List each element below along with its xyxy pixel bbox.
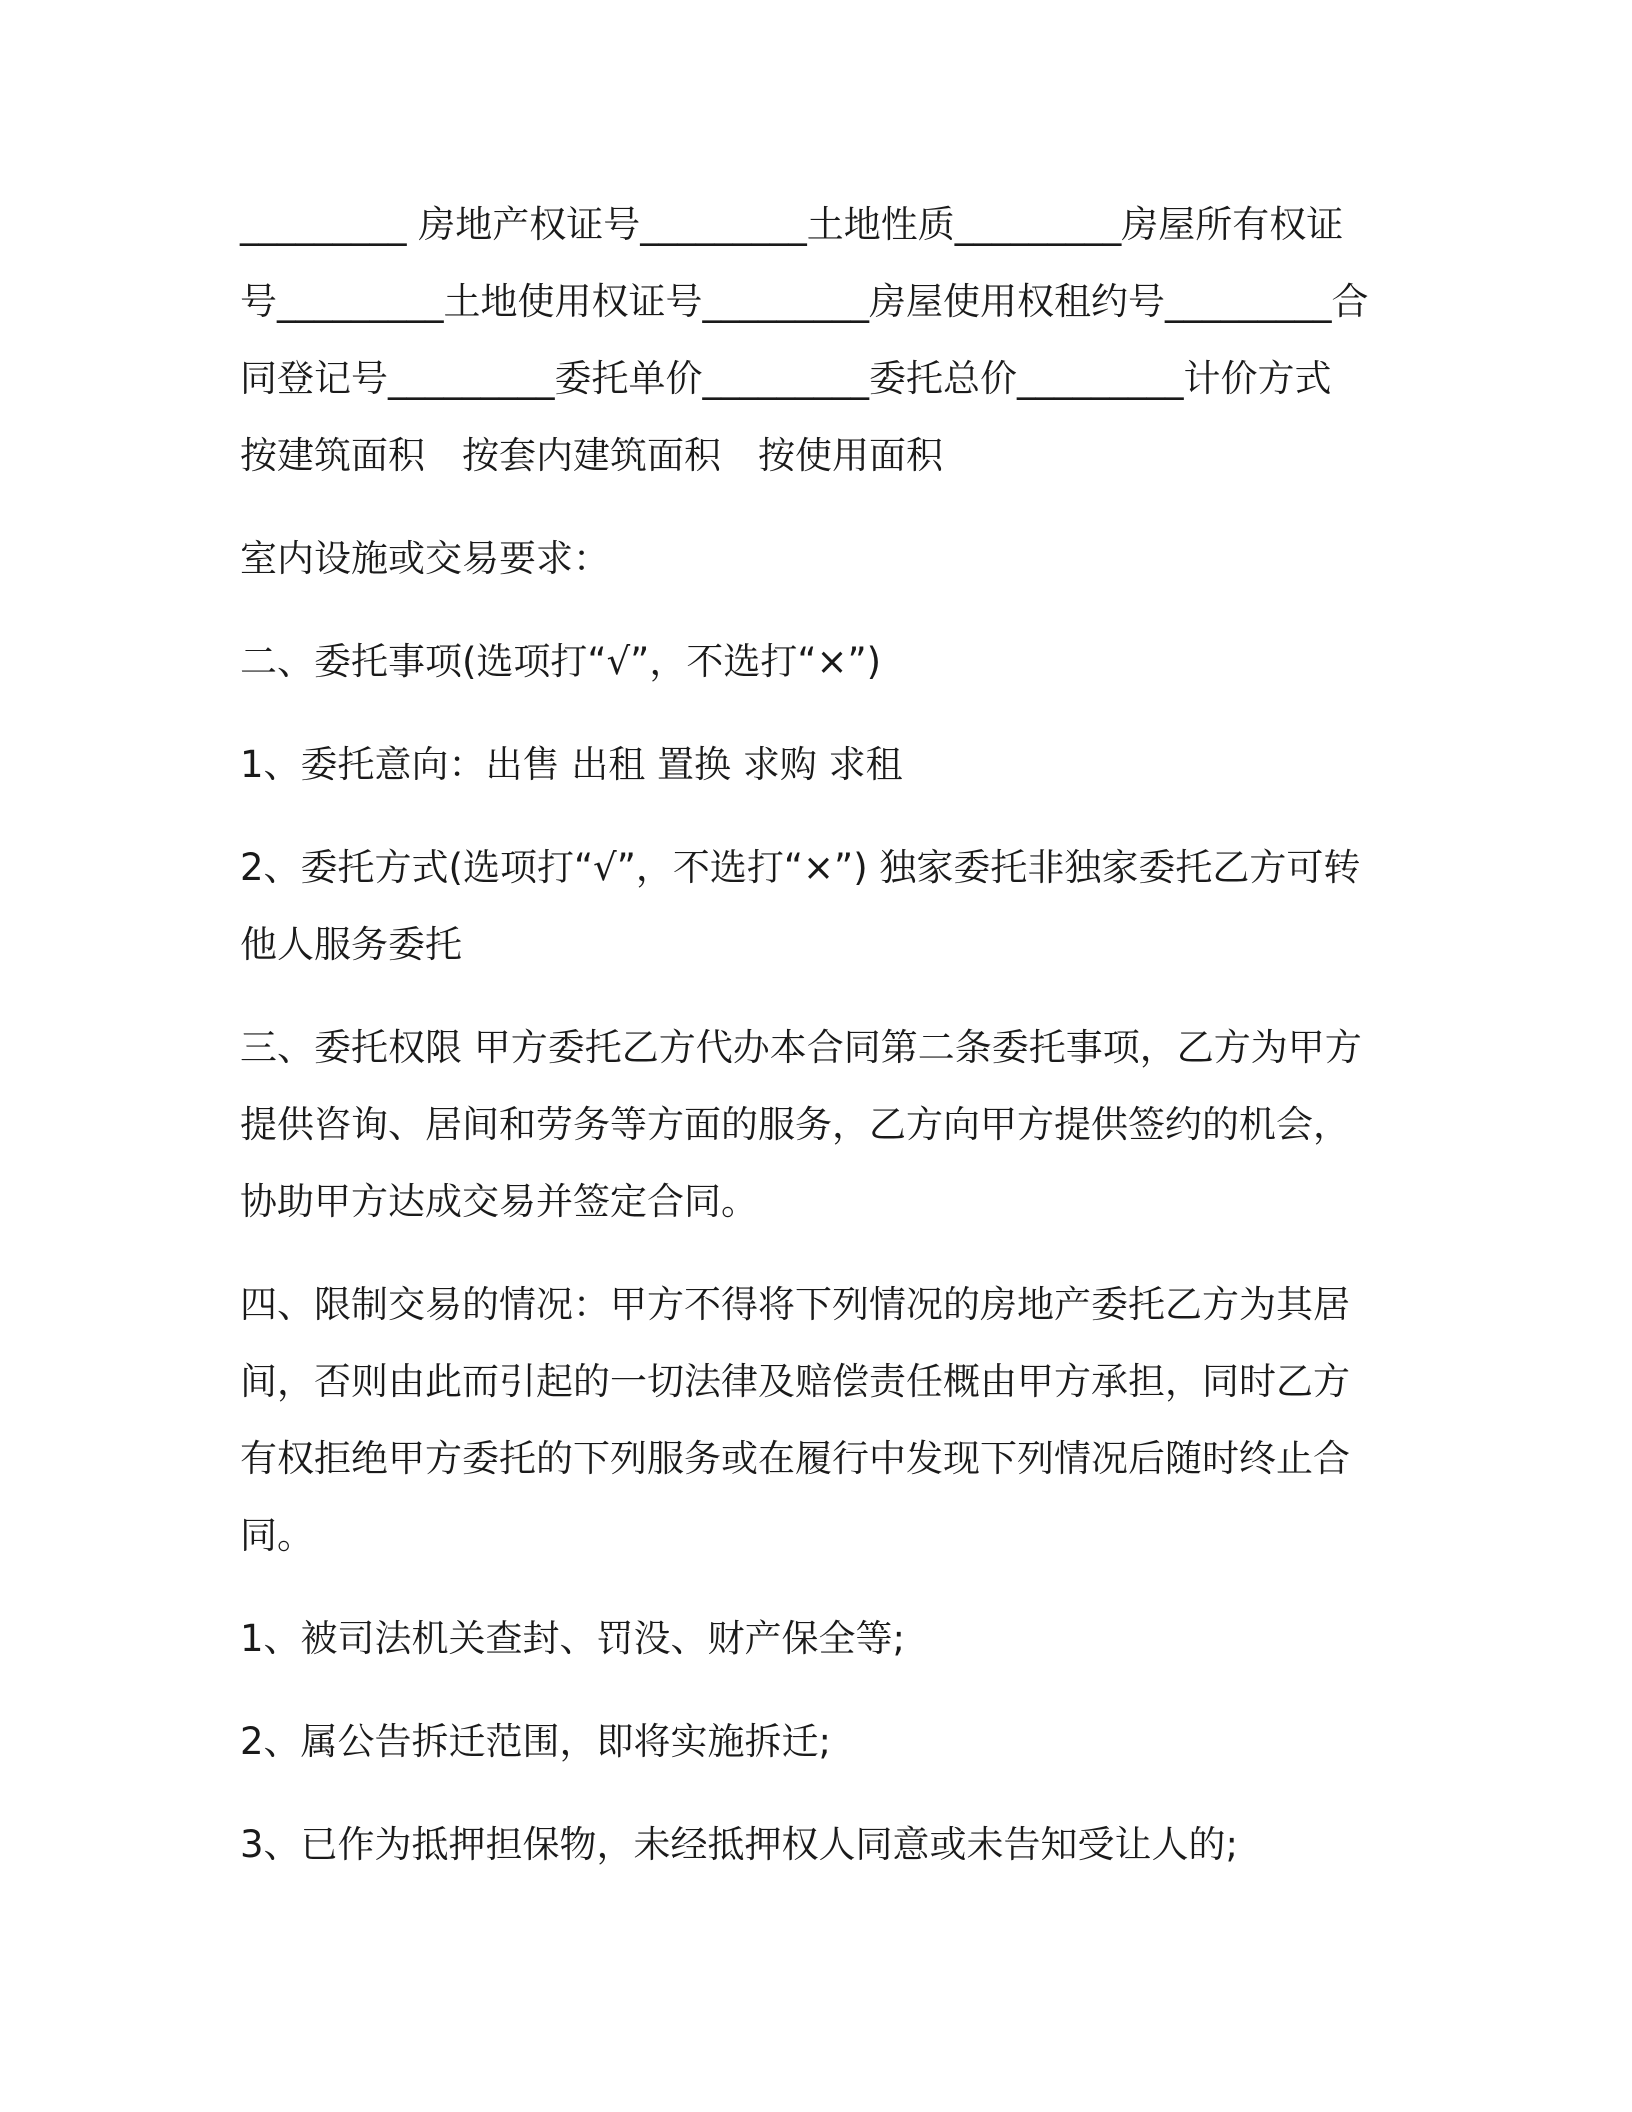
facilities-requirements-line: 室内设施或交易要求： bbox=[240, 537, 610, 580]
item-entrust-method: 2、委托方式(选项打“√”，不选打“×”) 独家委托非独家委托乙方可转他人服务委托 bbox=[240, 846, 1361, 966]
restriction-item-1: 1、被司法机关查封、罚没、财产保全等; bbox=[240, 1617, 906, 1660]
item-entrust-intent: 1、委托意向：出售 出租 置换 求购 求租 bbox=[240, 743, 903, 786]
section-4-paragraph: 四、限制交易的情况：甲方不得将下列情况的房地产委托乙方为其居间，否则由此而引起的一切法律及赔偿责任概由甲方承担，同时乙方有权拒绝甲方委托的下列服务或在履行中发现下列情况后随时终止合同。 bbox=[240, 1283, 1350, 1557]
property-info-paragraph: _________ 房地产权证号_________土地性质_________房屋所有权证号_________土地使用权证号_________房屋使用权租约号_________合同登记号_________委托单价_________委托总价_________计价方式 按建筑面积 按套内建筑面积 按使用面积 bbox=[240, 203, 1369, 477]
restriction-item-2: 2、属公告拆迁范围，即将实施拆迁; bbox=[240, 1720, 832, 1763]
section-3-paragraph: 三、委托权限 甲方委托乙方代办本合同第二条委托事项，乙方为甲方提供咨询、居间和劳务等方面的服务，乙方向甲方提供签约的机会，协助甲方达成交易并签定合同。 bbox=[240, 1026, 1362, 1223]
document-page bbox=[240, 186, 1380, 1883]
restriction-item-3: 3、已作为抵押担保物，未经抵押权人同意或未告知受让人的; bbox=[240, 1823, 1239, 1866]
section-2-heading: 二、委托事项(选项打“√”，不选打“×”) bbox=[240, 640, 882, 683]
